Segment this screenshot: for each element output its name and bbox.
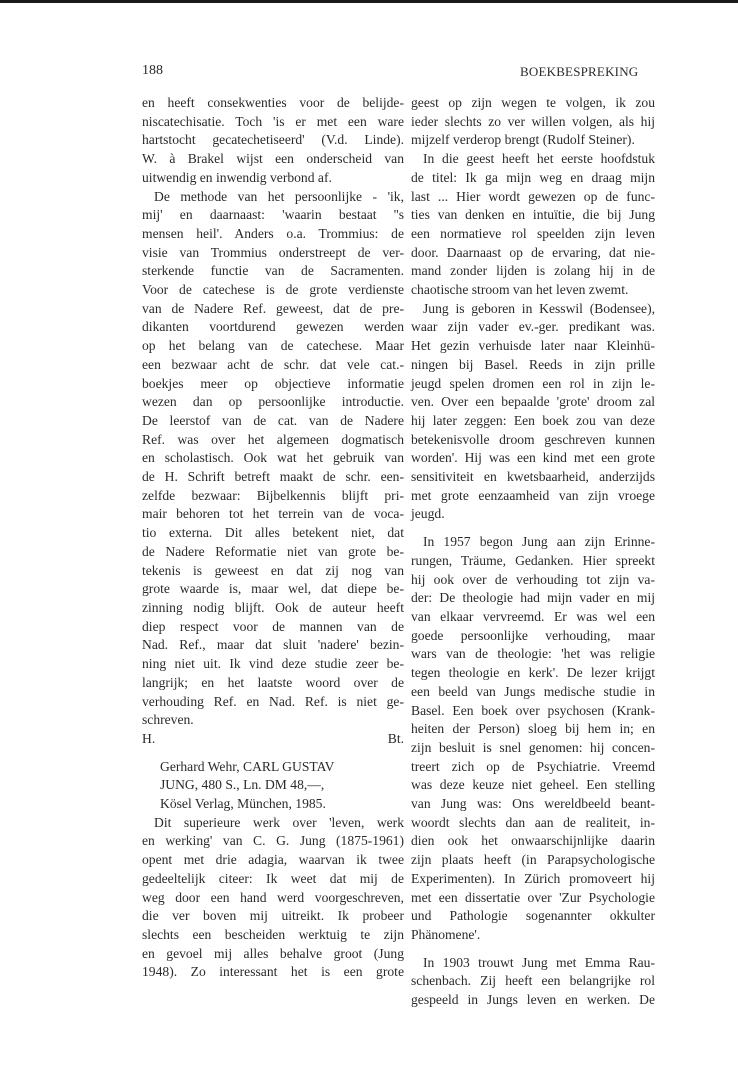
text-line: 1948). Zo interessant het is een grote: [142, 964, 404, 980]
text-line: en scholastisch. Ook wat het gebruik van: [142, 450, 404, 466]
text-line: schenbach. Zij heeft een belangrijke rol: [411, 973, 655, 989]
text-line: ieder slechts zo ver willen volgen, als hij: [411, 113, 655, 129]
text-line: geest op zijn wegen te volgen, ik zou: [411, 95, 655, 110]
text-line: ven. Over een bepaalde 'grote' droom zal: [411, 394, 655, 410]
text-line: en gevoel mij alles behalve groot (Jung: [142, 945, 404, 961]
text-line: was deze keuze niet geheel. Een stelling: [411, 777, 655, 793]
text-line: last ... Hier wordt gewezen op de func-: [411, 188, 655, 204]
citation-line: Gerhard Wehr, CARL GUSTAV: [160, 758, 335, 774]
text-line: goede persoonlijke verhouding, maar: [411, 627, 655, 643]
text-line: hij later zeggen: Een boek zou van deze: [411, 412, 655, 428]
text-line: jeugd.: [411, 506, 445, 522]
left-column: [142, 94, 404, 982]
text-line: van elkaar vervreemd. Er was wel een: [411, 608, 655, 624]
citation-line: JUNG, 480 S., Ln. DM 48,—,: [160, 777, 325, 793]
text-line: de Nadere Reformatie niet van grote be-: [142, 543, 404, 559]
text-line: ning niet uit. Ik vind deze studie zeer be-: [142, 656, 404, 672]
text-line: mijzelf verderop brengt (Rudolf Steiner).: [411, 132, 635, 148]
text-line: sensitiviteit en kwetsbaarheid, anderzijds: [411, 469, 655, 485]
text-line: schreven.: [142, 712, 194, 728]
running-head: BOEKBESPREKING: [520, 64, 639, 79]
text-line: treert zich op de Psychiatrie. Vreemd: [411, 758, 655, 774]
text-line: tekenis is geweest en dat zij nog van: [142, 562, 404, 578]
text-line: boekjes meer op objectieve informatie: [142, 375, 404, 391]
text-line: De leerstof van de cat. van de Nadere: [142, 412, 404, 428]
text-line: Ref. was over het algemeen dogmatisch: [142, 431, 404, 447]
text-line: met een dissertatie over 'Zur Psychologie: [411, 889, 655, 905]
text-line: gespeeld in Jungs leven en werken. De: [411, 992, 655, 1008]
text-line: zelfde bezwaar: Bijbelkennis blijft pri-: [142, 487, 404, 503]
text-line: Basel. Een boek over psychosen (Krank-: [411, 702, 655, 718]
text-line: Experimenten). In Zürich promoveert hij: [411, 870, 655, 886]
text-line: mij' en daarnaast: 'waarin bestaat ''s: [142, 207, 404, 223]
text-line: Dit superieure werk over 'leven, werk: [154, 814, 404, 830]
top-border: [0, 0, 738, 3]
text-line: gedeeltelijk citeer: Ik weet dat mij de: [142, 870, 404, 886]
text-line: wars van de theologie: 'het was religie: [411, 646, 655, 662]
citation-line: Kösel Verlag, München, 1985.: [160, 796, 326, 812]
text-line: een beeld van Jungs medische studie in: [411, 683, 655, 699]
text-line: In 1957 begon Jung aan zijn Erinne-: [423, 534, 655, 550]
text-line: worden'. Hij was een kind met een grote: [411, 450, 655, 466]
text-line: heiten der Person) sloeg bij hem in; en: [411, 721, 655, 737]
text-line: slechts een bescheiden werktuig te zijn: [142, 926, 404, 942]
text-line: Het gezin verhuisde later naar Kleinhü-: [411, 338, 655, 354]
text-line: en heeft consekwenties voor de belijde-: [142, 95, 404, 110]
text-line: ningen bij Basel. Reeds in zijn prille: [411, 356, 655, 372]
text-line: der: De theologie had mijn vader en mij: [411, 590, 655, 606]
text-line: W. à Brakel wijst een onderscheid van: [142, 151, 404, 167]
text-line: niscatechisatie. Toch 'is er met een ware: [142, 113, 404, 129]
text-line: ties van denken en intuïtie, die bij Jung: [411, 207, 655, 223]
text-line: van Jung was: Ons wereldbeeld beant-: [411, 796, 655, 812]
text-line: mand zonder lijden is zolang hij in de: [411, 263, 655, 279]
text-line: waar zijn vader ev.-ger. predikant was.: [411, 319, 655, 335]
text-line: uitwendig en inwendig verbond af.: [142, 169, 332, 185]
text-line: de H. Schrift betreft maakt de schr. een-: [142, 469, 404, 485]
text-line: rungen, Träume, Gedanken. Hier spreekt: [411, 552, 655, 568]
signature: [142, 730, 404, 749]
text-line: In die geest heeft het eerste hoofdstuk: [423, 151, 655, 167]
text-line: Phänomene'.: [411, 926, 481, 942]
text-line: van de Nadere Ref. geweest, dat de pre-: [142, 300, 404, 316]
text-line: hij ook over de verhouding tot zijn va-: [411, 571, 655, 587]
text-line: und Pathologie sogenannter okkulter: [411, 908, 655, 924]
right-column: [411, 94, 655, 1010]
text-line: verhouding Ref. en Nad. Ref. is niet ge-: [142, 693, 404, 709]
text-line: tio externa. Dit alles betekent niet, dat: [142, 525, 404, 541]
text-line: dikanten voortdurend gewezen werden: [142, 319, 404, 335]
text-line: die ver boven mij uitreikt. Ik probeer: [142, 908, 404, 924]
text-line: jeugd spelen dromen een rol in zijn le-: [411, 375, 655, 391]
text-line: door. Daarnaast op de ervaring, dat nie-: [411, 244, 655, 260]
text-line: een bezwaar acht de schr. dat vele cat.-: [142, 356, 404, 372]
text-line: chaotische stroom van het leven zwemt.: [411, 282, 629, 298]
text-line: zijn plaats heeft (in Parapsychologische: [411, 852, 655, 868]
text-line: op het belang van de catechese. Maar: [142, 338, 404, 354]
text-line: hartstocht gecatechetiseerd' (V.d. Linde).: [142, 132, 404, 148]
text-line: betekenisvolle droom geschreven kunnen: [411, 431, 655, 447]
text-line: weg door een hand werd voorgeschreven,: [142, 889, 404, 905]
text-line: met grote eenzaamheid van zijn vroege: [411, 487, 655, 503]
page-number: 188: [142, 63, 163, 78]
text-line: sterkende functie van de Sacramenten.: [142, 263, 404, 279]
text-line: dien ook het onwaarschijnlijke daarin: [411, 833, 655, 849]
text-line: Voor de catechese is de grote verdienste: [142, 282, 404, 298]
text-line: De methode van het persoonlijke - 'ik,: [154, 188, 404, 204]
text-line: grote waarde is, maar wel, dat diepe be-: [142, 581, 404, 597]
text-line: mair behoren tot het terrein van de voca-: [142, 506, 404, 522]
text-line: visie van Trommius onderstreept de ver-: [142, 244, 404, 260]
text-line: Jung is geboren in Kesswil (Bodensee),: [423, 300, 655, 316]
text-line: Nad. Ref., maar dat sluit 'nadere' bezin-: [142, 637, 404, 653]
text-line: en werking' van C. G. Jung (1875-1961): [142, 833, 404, 849]
text-line: diep respect voor de mannen van de: [142, 618, 404, 634]
text-line: In 1903 trouwt Jung met Emma Rau-: [423, 954, 655, 970]
text-line: opent met drie adagia, waarvan ik twee: [142, 852, 404, 868]
text-line: langrijk; en het laatste woord over de: [142, 674, 404, 690]
text-line: een normatieve rol speelden zijn leven: [411, 225, 655, 241]
signature-left: H.: [142, 730, 156, 746]
text-line: zijn besluit is snel genomen: hij concen-: [411, 739, 655, 755]
text-line: zinning nodig blijft. Ook de auteur heeft: [142, 599, 404, 615]
text-line: tegen theologie en kerk'. De lezer krijgt: [411, 665, 655, 681]
signature-right: Bt.: [387, 730, 404, 746]
text-line: woordt slechts dan aan de realiteit, in-: [411, 814, 655, 830]
text-line: wezen dan op persoonlijke introductie.: [142, 394, 404, 410]
text-line: de titel: Ik ga mijn weg en draag mijn: [411, 169, 655, 185]
text-line: mensen heil'. Anders o.a. Trommius: de: [142, 225, 404, 241]
